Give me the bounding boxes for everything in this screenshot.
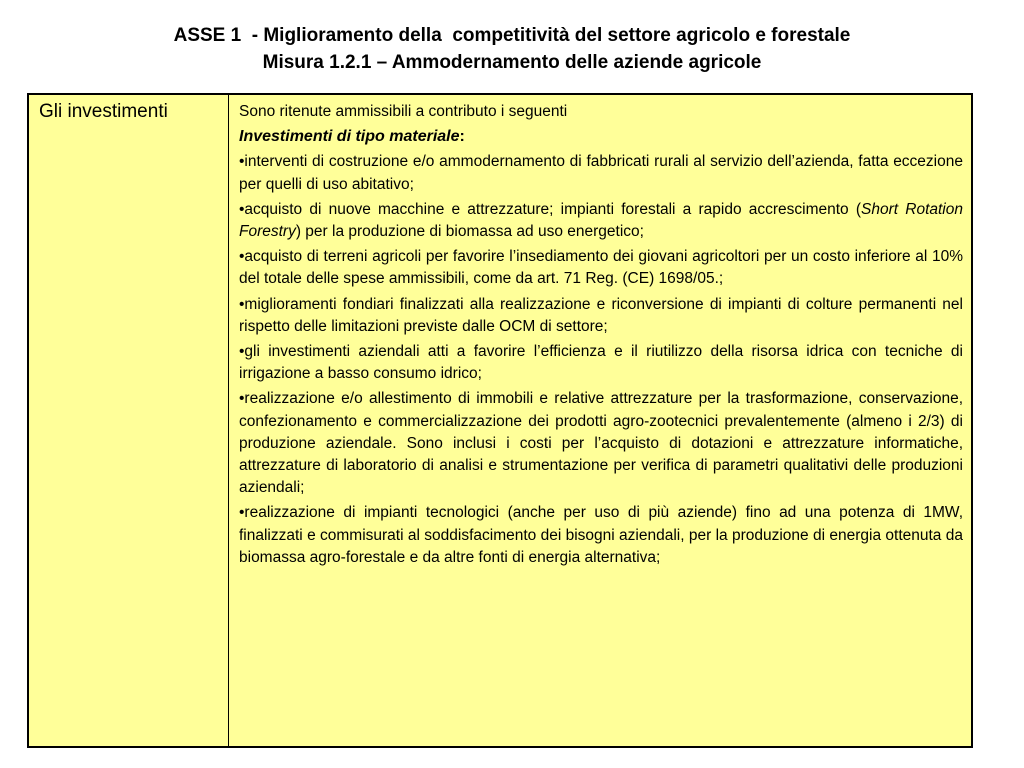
- list-item-2-italic: Short Rotation Forestry: [239, 200, 963, 241]
- row-label: Gli investimenti: [39, 101, 168, 122]
- list-item-7: •realizzazione di impianti tecnologici (anche per uso di più aziende) fino ad una potenza di 1MW, finalizzati e commisurati al soddisfacimento dei bisogni aziendali, per la produzione di energia ottenuta da biomassa agro-forestale e da altre fonti di energia alternativa;: [239, 504, 963, 566]
- list-item-2-after: ) per la produzione di biomassa ad uso energetico;: [295, 223, 644, 241]
- slide-title: [0, 22, 1024, 76]
- row-label-cell: [29, 95, 229, 746]
- subheading-colon: :: [459, 128, 465, 146]
- title-line-2: Misura 1.2.1 – Ammodernamento delle aziende agricole: [262, 52, 762, 73]
- intro-text: Sono ritenute ammissibili a contributo i seguenti: [239, 103, 568, 120]
- title-line-1: ASSE 1 - Miglioramento della competitività del settore agricolo e forestale: [173, 25, 851, 46]
- list-item-1: •interventi di costruzione e/o ammodernamento di fabbricati rurali al servizio dell’azienda, fatta eccezione per quelli di uso abitativo;: [239, 153, 963, 193]
- list-item-2-before: •acquisto di nuove macchine e attrezzature; impianti forestali a rapido accrescimento (: [239, 200, 862, 218]
- list-item-6: •realizzazione e/o allestimento di immobili e relative attrezzature per la trasformazione, conservazione, confezionamento e commercializzazione dei prodotti agro-zootecnici prevalentemente (almeno i 2/3) di produzione aziendale. Sono inclusi i costi per l’acquisto di dotazioni e attrezzature informatiche, attrezzature di laboratorio di analisi e strumentazione per verifica di parametri qualitativi delle produzioni aziendali;: [239, 390, 963, 497]
- subheading-text: Investimenti di tipo materiale: [239, 128, 460, 146]
- list-item-4: •miglioramenti fondiari finalizzati alla realizzazione e riconversione di impianti di colture permanenti nel rispetto delle limitazioni previste dalle OCM di settore;: [239, 295, 963, 335]
- list-item-3: •acquisto di terreni agricoli per favorire l’insediamento dei giovani agricoltori per un costo inferiore al 10% del totale delle spese ammissibili, come da art. 71 Reg. (CE) 1698/05.;: [239, 248, 963, 288]
- list-item-2: [239, 199, 963, 243]
- row-content-cell: [229, 95, 971, 746]
- subheading: [239, 126, 963, 148]
- content-table: [27, 93, 973, 748]
- list-item-5: •gli investimenti aziendali atti a favorire l’efficienza e il riutilizzo della risorsa idrica con tecniche di irrigazione a basso consumo idrico;: [239, 343, 963, 383]
